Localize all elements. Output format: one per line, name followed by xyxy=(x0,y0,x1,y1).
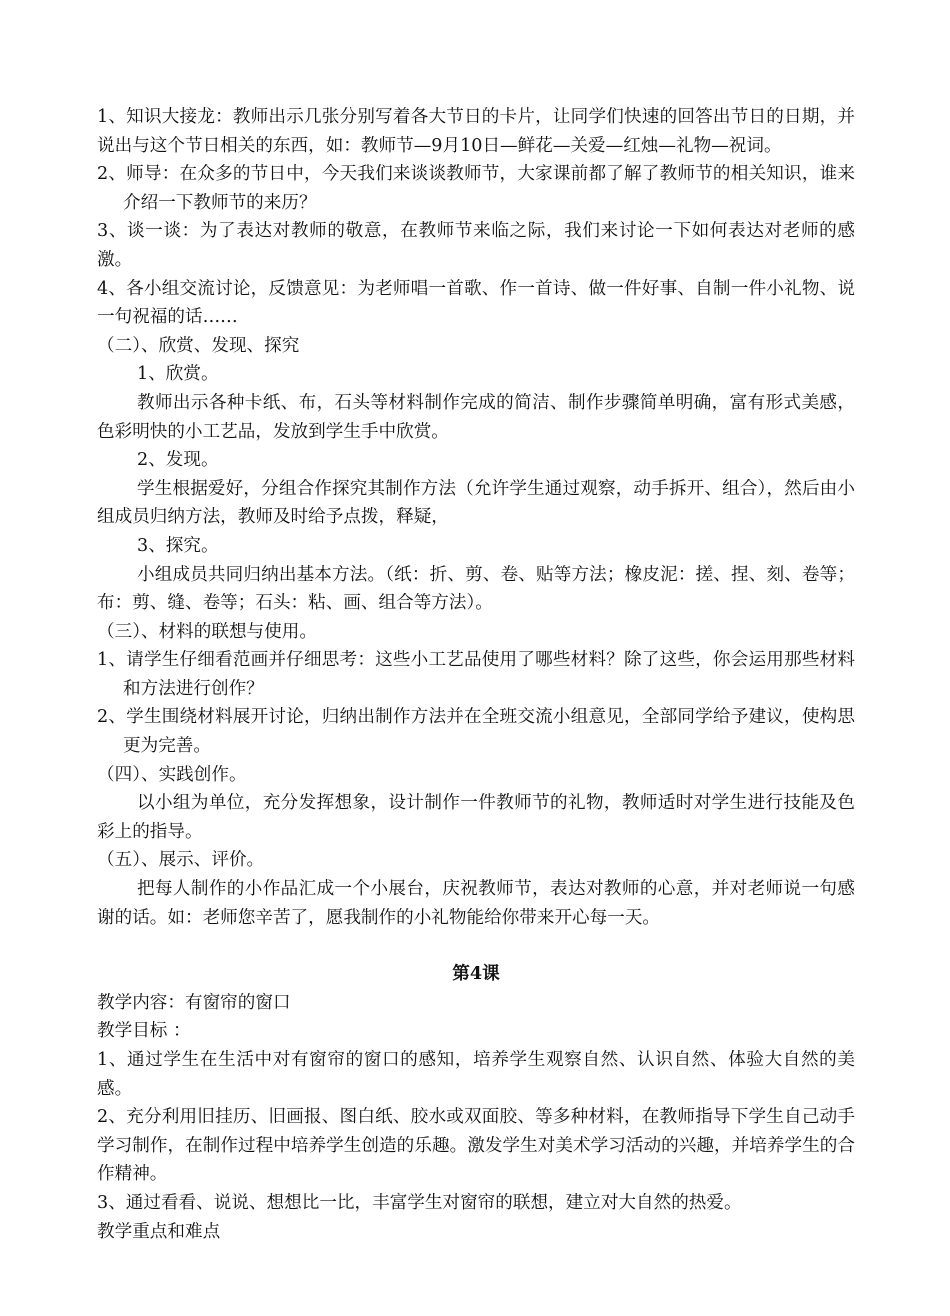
para-1: 1、知识大接龙：教师出示几张分别写着各大节日的卡片，让同学们快速的回答出节日的日期，并说出与这个节日相关的东西，如：教师节—9月10日—鲜花—关爱—红烛—礼物—祝词。 xyxy=(97,107,855,156)
para-materials-2: 2、学生围绕材料展开讨论，归纳出制作方法并在全班交流小组意见，全部同学给予建议，使构思更为完善。 xyxy=(97,707,855,757)
goal-2: 2、充分利用旧挂历、旧画报、图白纸、胶水或双面胶、等多种材料，在教师指导下学生自己动手学习制作，在制作过程中培养学生创造的乐趣。激发学生对美术学习活动的兴趣，并培养学生的合作精神。 xyxy=(97,1107,855,1185)
goal-1: 1、通过学生在生活中对有窗帘的窗口的感知，培养学生观察自然、认识自然、体验大自然的美感。 xyxy=(97,1050,855,1099)
document-page xyxy=(97,103,855,1246)
para-discover: 学生根据爱好，分组合作探究其制作方法（允许学生通过观察，动手拆开、组合），然后由小组成员归纳方法，教师及时给予点拨，释疑， xyxy=(97,478,855,528)
lesson-title: 第4课 xyxy=(452,963,500,985)
para-appreciate: 教师出示各种卡纸、布，石头等材料制作完成的简洁、制作步骤简单明确，富有形式美感，色彩明快的小工艺品，发放到学生手中欣赏。 xyxy=(97,392,855,442)
para-practice: 以小组为单位，充分发挥想象，设计制作一件教师节的礼物，教师适时对学生进行技能及色彩上的指导。 xyxy=(97,793,855,842)
teaching-content: 教学内容：有窗帘的窗口 xyxy=(97,992,291,1013)
section-heading-5: （五）、展示、评价。 xyxy=(97,850,265,871)
para-display: 把每人制作的小作品汇成一个小展台，庆祝教师节，表达对教师的心意，并对老师说一句感谢的话。如：老师您辛苦了，愿我制作的小礼物能给你带来开心每一天。 xyxy=(97,879,855,928)
key-points-heading: 教学重点和难点 xyxy=(97,1221,221,1242)
section-heading-4: （四）、实践创作。 xyxy=(97,764,247,785)
section-heading-2: （二）、欣赏、发现、探究 xyxy=(97,335,300,356)
para-4: 4、各小组交流讨论，反馈意见：为老师唱一首歌、作一首诗、做一件好事、自制一件小礼物、说一句祝福的话…… xyxy=(97,278,855,328)
teaching-goals-heading: 教学目标 ： xyxy=(97,1021,191,1042)
sub-heading-explore: 3、探究。 xyxy=(137,535,219,556)
goal-3: 3、通过看看、说说、想想比一比，丰富学生对窗帘的联想，建立对大自然的热爱。 xyxy=(97,1192,742,1213)
para-2: 2、师导：在众多的节日中，今天我们来谈谈教师节，大家课前都了解了教师节的相关知识，谁来介绍一下教师节的来历？ xyxy=(97,164,855,213)
para-materials-1: 1、请学生仔细看范画并仔细思考：这些小工艺品使用了哪些材料？除了这些，你会运用那些材料和方法进行创作？ xyxy=(97,650,855,699)
section-heading-3: （三）、材料的联想与使用。 xyxy=(97,621,317,642)
para-3: 3、谈一谈：为了表达对教师的敬意，在教师节来临之际，我们来讨论一下如何表达对老师的感激。 xyxy=(97,221,855,270)
sub-heading-appreciate: 1、欣赏。 xyxy=(137,364,219,385)
para-explore: 小组成员共同归纳出基本方法。（纸：折、剪、卷、贴等方法；橡皮泥：搓、捏、刻、卷等；布：剪、缝、卷等；石头：粘、画、组合等方法）。 xyxy=(97,564,855,614)
sub-heading-discover: 2、发现。 xyxy=(137,450,219,471)
